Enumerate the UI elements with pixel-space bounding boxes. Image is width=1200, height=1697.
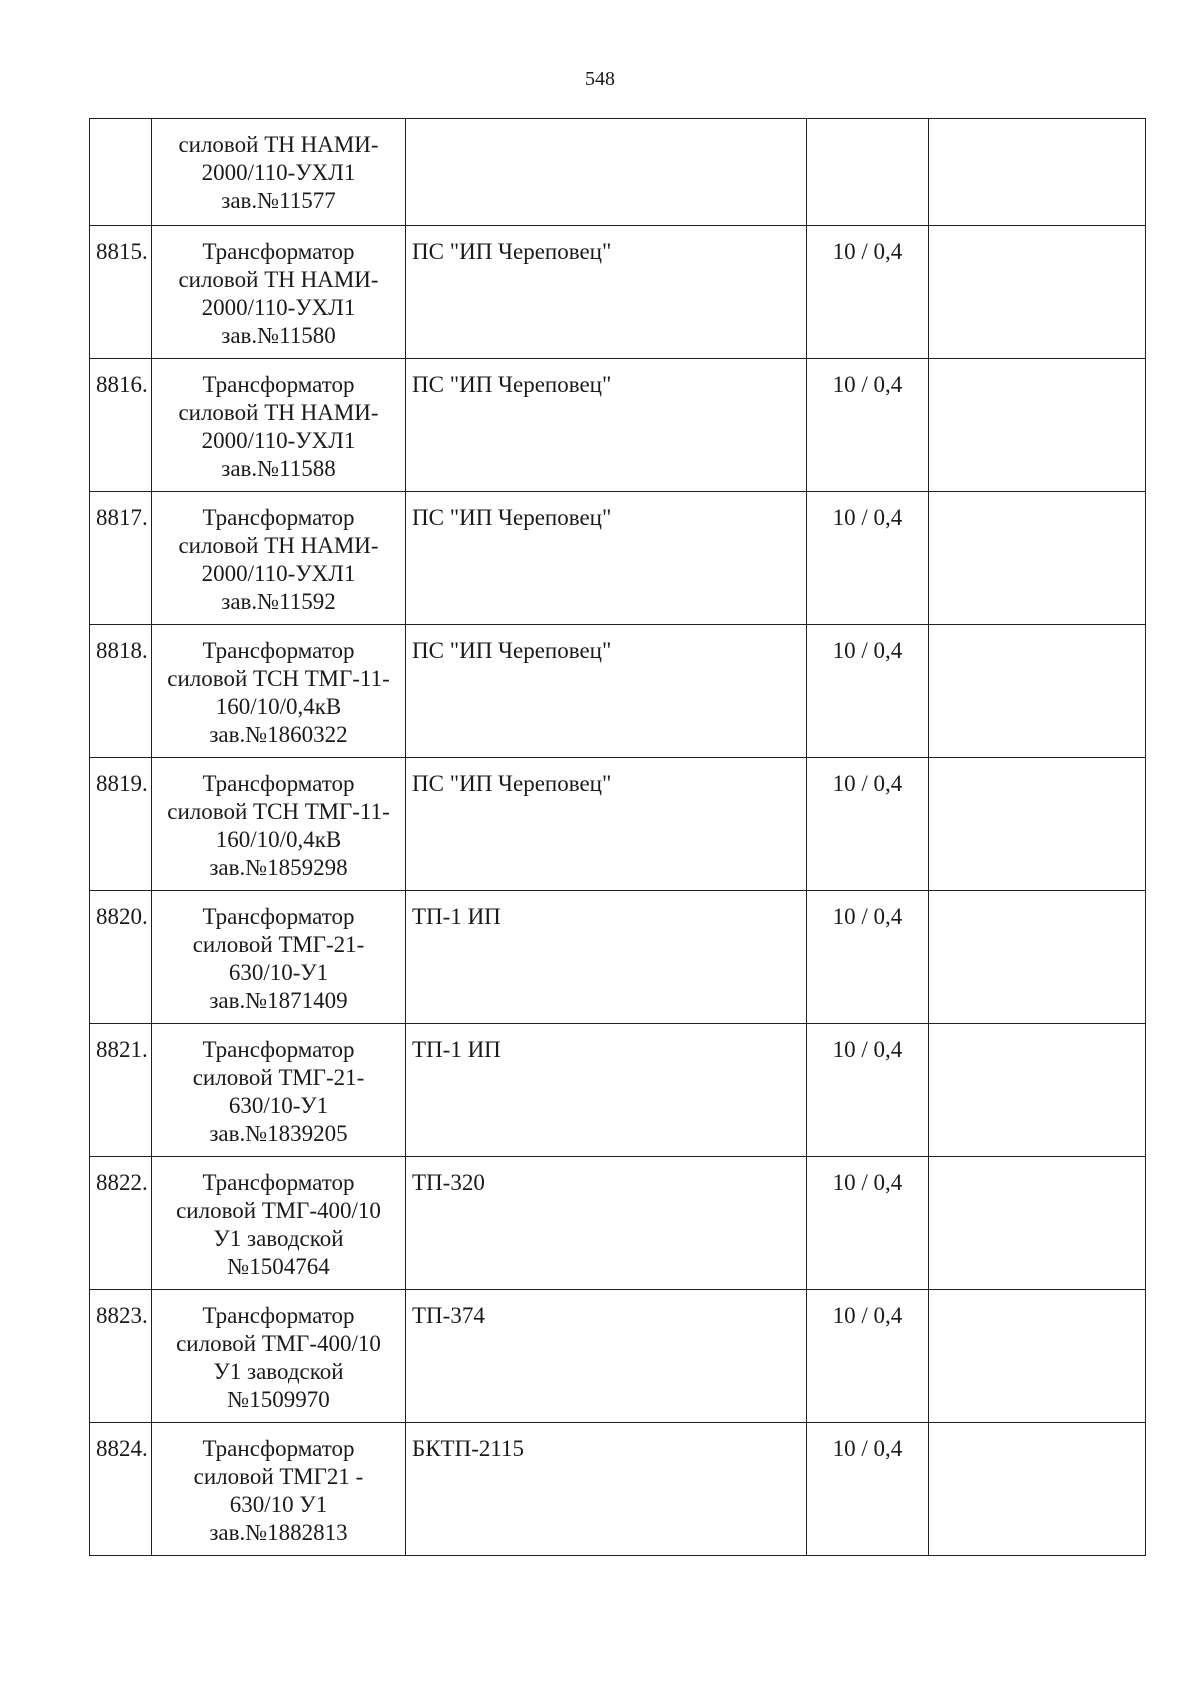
equipment-name-line: зав.№1859298 (209, 855, 348, 880)
equipment-name-line: 2000/110-УХЛ1 (201, 295, 356, 320)
voltage: 10 / 0,4 (807, 492, 929, 625)
equipment-name-line: Трансформатор (202, 1303, 355, 1328)
row-number: 8824. (90, 1423, 152, 1556)
equipment-name (152, 119, 406, 226)
extra-cell (929, 1423, 1146, 1556)
row-number: 8821. (90, 1024, 152, 1157)
equipment-name (152, 1024, 406, 1157)
equipment-name-line: 160/10/0,4кВ (215, 694, 342, 719)
voltage: 10 / 0,4 (807, 1423, 929, 1556)
equipment-name (152, 891, 406, 1024)
equipment-name-line: зав.№11592 (221, 589, 336, 614)
equipment-name-line: зав.№11577 (221, 188, 336, 213)
table-row (90, 891, 1146, 1024)
location: ТП-1 ИП (406, 1024, 807, 1157)
row-number (90, 119, 152, 226)
equipment-name-line: зав.№11588 (221, 456, 336, 481)
equipment-name-line: Трансформатор (202, 1037, 355, 1062)
equipment-name-line: №1509970 (227, 1387, 330, 1412)
equipment-name (152, 492, 406, 625)
equipment-name (152, 359, 406, 492)
equipment-name-line: 2000/110-УХЛ1 (201, 160, 356, 185)
equipment-name-line: У1 заводской (213, 1226, 344, 1251)
voltage: 10 / 0,4 (807, 359, 929, 492)
table-row (90, 1024, 1146, 1157)
location: ТП-1 ИП (406, 891, 807, 1024)
equipment-name-line: 160/10/0,4кВ (215, 827, 342, 852)
row-number: 8816. (90, 359, 152, 492)
table-row (90, 1423, 1146, 1556)
equipment-name-line: Трансформатор (202, 505, 355, 530)
equipment-name-line: силовой ТМГ-400/10 (176, 1331, 381, 1356)
equipment-name-line: Трансформатор (202, 904, 355, 929)
location: ТП-374 (406, 1290, 807, 1423)
equipment-name-line: зав.№1882813 (209, 1520, 348, 1545)
extra-cell (929, 1290, 1146, 1423)
equipment-name-line: Трансформатор (202, 1170, 355, 1195)
equipment-name-line: зав.№11580 (221, 323, 336, 348)
row-number: 8820. (90, 891, 152, 1024)
equipment-name-line: силовой ТМГ21 - (193, 1464, 364, 1489)
equipment-name-line: Трансформатор (202, 771, 355, 796)
equipment-name-line: 630/10 У1 (229, 1492, 328, 1517)
location: ПС "ИП Череповец" (406, 226, 807, 359)
voltage: 10 / 0,4 (807, 758, 929, 891)
equipment-name-line: силовой ТМГ-400/10 (176, 1198, 381, 1223)
location: ПС "ИП Череповец" (406, 625, 807, 758)
equipment-name-line: Трансформатор (202, 239, 355, 264)
table-row (90, 359, 1146, 492)
equipment-name-line: силовой ТН НАМИ- (178, 132, 379, 157)
equipment-name (152, 758, 406, 891)
equipment-name-line: Трансформатор (202, 372, 355, 397)
extra-cell (929, 1024, 1146, 1157)
voltage: 10 / 0,4 (807, 891, 929, 1024)
equipment-name-line: силовой ТМГ-21- (192, 932, 365, 957)
location: ПС "ИП Череповец" (406, 492, 807, 625)
equipment-name-line: Трансформатор (202, 638, 355, 663)
row-number: 8823. (90, 1290, 152, 1423)
extra-cell (929, 359, 1146, 492)
location: БКТП-2115 (406, 1423, 807, 1556)
row-number: 8817. (90, 492, 152, 625)
equipment-name-line: силовой ТСН ТМГ-11- (167, 799, 390, 824)
table-row (90, 625, 1146, 758)
table-row (90, 758, 1146, 891)
row-number: 8819. (90, 758, 152, 891)
page-number: 548 (585, 68, 615, 90)
equipment-name-line: силовой ТН НАМИ- (178, 533, 379, 558)
transformer-table (89, 118, 1146, 1556)
location: ТП-320 (406, 1157, 807, 1290)
table-row (90, 1157, 1146, 1290)
table-row (90, 226, 1146, 359)
location: ПС "ИП Череповец" (406, 758, 807, 891)
extra-cell (929, 492, 1146, 625)
equipment-name (152, 1157, 406, 1290)
equipment-name-line: №1504764 (227, 1254, 330, 1279)
equipment-name-line: зав.№1860322 (209, 722, 348, 747)
equipment-name-line: 2000/110-УХЛ1 (201, 428, 356, 453)
table-row (90, 119, 1146, 226)
extra-cell (929, 891, 1146, 1024)
equipment-name-line: 630/10-У1 (228, 1093, 329, 1118)
row-number: 8815. (90, 226, 152, 359)
equipment-name (152, 1290, 406, 1423)
equipment-name-line: силовой ТМГ-21- (192, 1065, 365, 1090)
extra-cell (929, 1157, 1146, 1290)
equipment-name-line: У1 заводской (213, 1359, 344, 1384)
equipment-name-line: зав.№1871409 (209, 988, 348, 1013)
equipment-name-line: 630/10-У1 (228, 960, 329, 985)
table-row (90, 1290, 1146, 1423)
table-body (90, 119, 1146, 1556)
table-row (90, 492, 1146, 625)
equipment-name (152, 1423, 406, 1556)
extra-cell (929, 625, 1146, 758)
extra-cell (929, 119, 1146, 226)
equipment-name (152, 625, 406, 758)
voltage: 10 / 0,4 (807, 226, 929, 359)
row-number: 8822. (90, 1157, 152, 1290)
voltage: 10 / 0,4 (807, 1157, 929, 1290)
voltage: 10 / 0,4 (807, 1024, 929, 1157)
equipment-name-line: силовой ТН НАМИ- (178, 400, 379, 425)
equipment-name (152, 226, 406, 359)
location: ПС "ИП Череповец" (406, 359, 807, 492)
extra-cell (929, 758, 1146, 891)
extra-cell (929, 226, 1146, 359)
location (406, 119, 807, 226)
row-number: 8818. (90, 625, 152, 758)
equipment-name-line: силовой ТН НАМИ- (178, 267, 379, 292)
equipment-name-line: 2000/110-УХЛ1 (201, 561, 356, 586)
equipment-name-line: силовой ТСН ТМГ-11- (167, 666, 390, 691)
equipment-name-line: зав.№1839205 (209, 1121, 348, 1146)
voltage: 10 / 0,4 (807, 625, 929, 758)
voltage: 10 / 0,4 (807, 1290, 929, 1423)
equipment-name-line: Трансформатор (202, 1436, 355, 1461)
voltage (807, 119, 929, 226)
